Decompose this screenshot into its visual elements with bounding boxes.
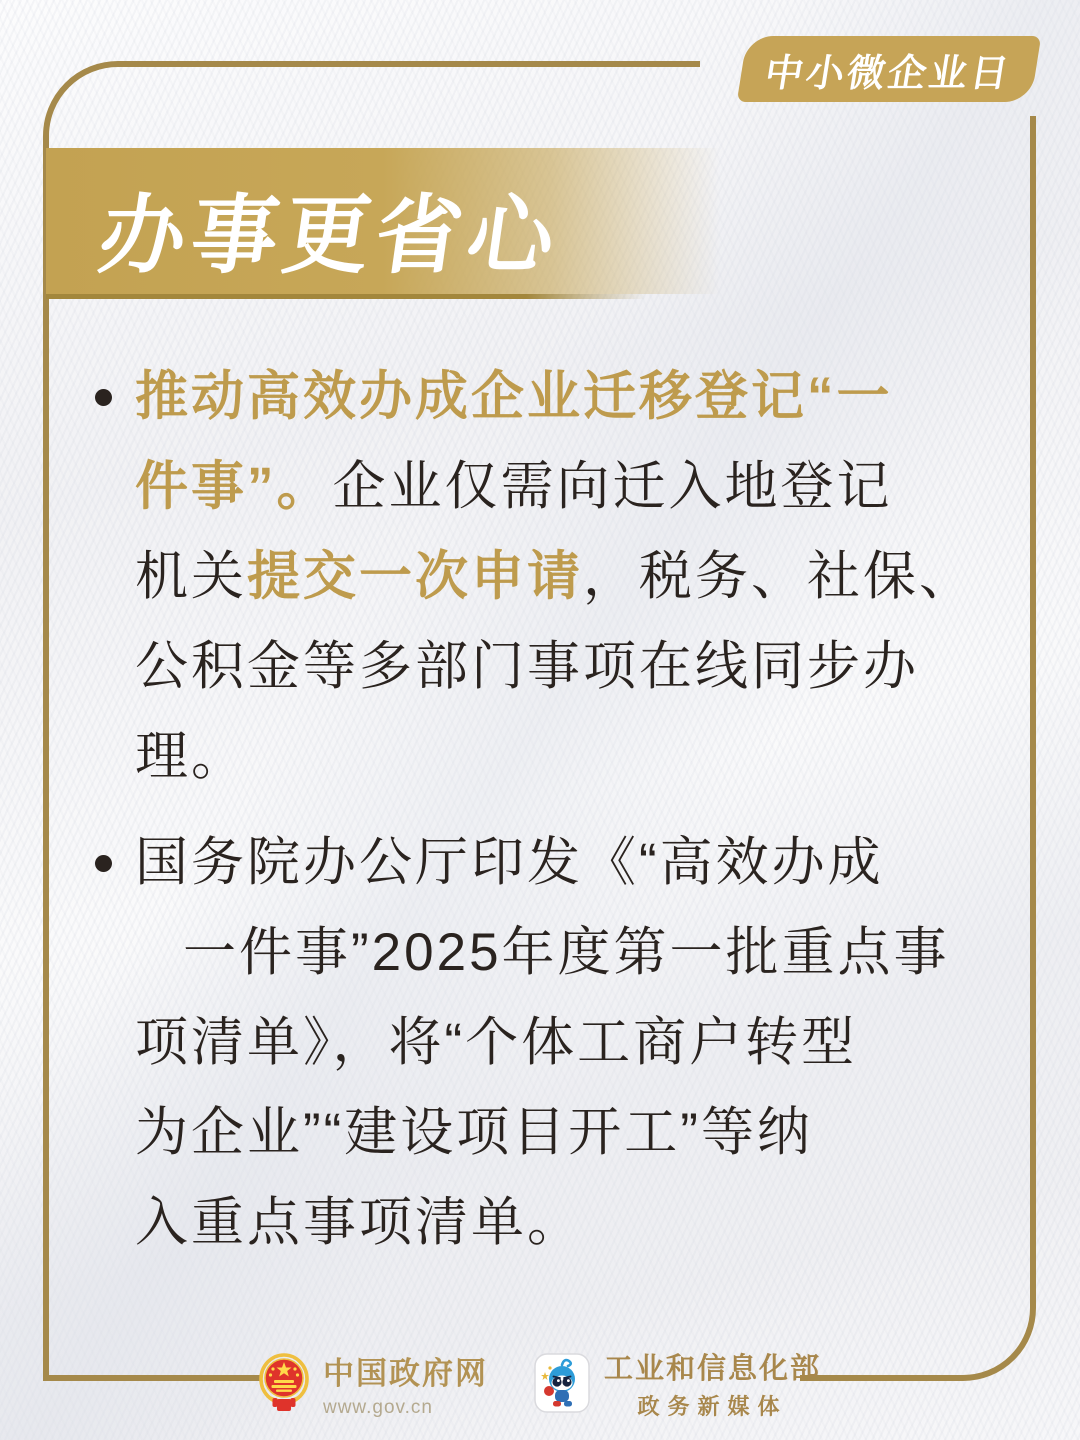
body-text: ，税务、社保、	[583, 547, 975, 606]
text-line	[135, 1088, 1015, 1178]
text-line	[135, 442, 1015, 532]
body-text: 一件事”2025年度第一批重点事	[183, 923, 950, 982]
footer	[0, 1346, 1080, 1420]
miit-mascot-icon	[534, 1353, 590, 1413]
miit-logo-group	[534, 1346, 821, 1421]
miit-text-block	[604, 1346, 821, 1421]
text-line	[135, 622, 1015, 712]
govcn-url: www.gov.cn	[322, 1396, 433, 1418]
bullet-dot-icon	[95, 389, 112, 406]
title-underline	[46, 294, 646, 299]
text-line	[135, 818, 1015, 908]
body-text: 理。	[135, 727, 247, 786]
text-line	[135, 1178, 1015, 1268]
govcn-logo-group	[259, 1348, 488, 1419]
page-title: 办事更省心	[93, 188, 567, 284]
text-line	[135, 908, 1015, 998]
govcn-text-block	[323, 1348, 488, 1419]
text-line	[135, 352, 1015, 442]
national-emblem-icon	[259, 1352, 309, 1414]
highlight-text: 推动高效办成企业迁移登记“一	[135, 367, 893, 426]
highlight-text: 件事”。	[135, 457, 333, 516]
event-badge-label: 中小微企业日	[761, 52, 1015, 95]
body-text: 国务院办公厅印发《“高效办成	[135, 833, 884, 892]
text-line	[135, 532, 1015, 622]
highlight-text: 提交一次申请	[247, 547, 583, 606]
body-text: 企业仅需向迁入地登记	[332, 457, 893, 516]
body-text: 公积金等多部门事项在线同步办	[135, 637, 919, 696]
text-line	[135, 998, 1015, 1088]
body-text: 机关	[135, 547, 247, 606]
body-text: 入重点事项清单。	[135, 1193, 583, 1252]
body-text: 项清单》，将“个体工商户转型	[135, 1013, 858, 1072]
bullet-item	[135, 352, 1015, 802]
govcn-name: 中国政府网	[322, 1355, 488, 1391]
text-line	[135, 712, 1015, 802]
body-text: 为企业”“建设项目开工”等纳	[135, 1103, 813, 1162]
event-badge	[737, 36, 1041, 102]
bullet-dot-icon	[95, 855, 112, 872]
bullet-item	[135, 818, 1015, 1268]
bullet-list	[135, 352, 1015, 1268]
title-banner	[46, 148, 748, 294]
miit-name: 工业和信息化部	[603, 1352, 821, 1385]
miit-subtitle: 政务新媒体	[637, 1393, 788, 1419]
